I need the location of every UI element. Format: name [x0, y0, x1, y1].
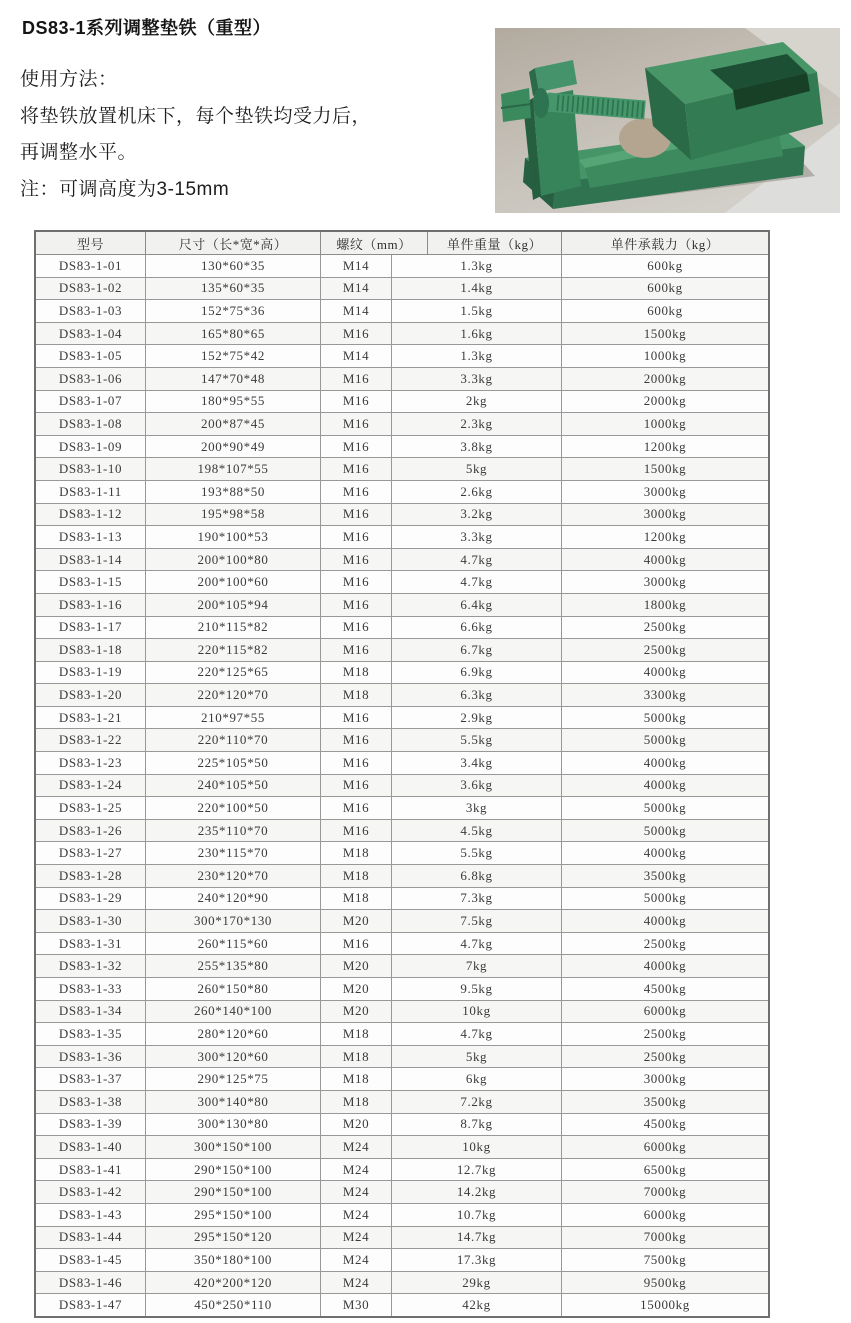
table-row — [36, 435, 768, 458]
cell-dimensions: 225*105*50 — [146, 752, 321, 774]
cell-load-capacity: 3000kg — [643, 506, 687, 522]
table-body — [36, 255, 768, 1316]
cell-model: DS83-1-20 — [36, 684, 146, 706]
cell-model: DS83-1-03 — [36, 300, 146, 322]
header-dimensions: 尺寸（长*宽*高） — [146, 232, 321, 254]
cell-thread: M20 — [321, 1114, 392, 1136]
table-row — [36, 480, 768, 503]
cell-model: DS83-1-14 — [36, 549, 146, 571]
cell-load-capacity: 600kg — [647, 280, 683, 296]
cell-thread: M14 — [321, 278, 392, 300]
cell-unit-weight: 2.9kg — [392, 707, 562, 729]
cell-dimensions: 152*75*42 — [146, 345, 321, 367]
cell-model: DS83-1-46 — [36, 1272, 146, 1294]
cell-load-capacity: 4000kg — [643, 913, 687, 929]
cell-dimensions: 200*100*80 — [146, 549, 321, 571]
cell-unit-weight: 3.3kg — [392, 526, 562, 548]
table-row — [36, 255, 768, 277]
cell-load-capacity: 6000kg — [643, 1003, 687, 1019]
cell-thread: M14 — [321, 345, 392, 367]
cell-thread: M20 — [321, 978, 392, 1000]
cell-thread: M24 — [321, 1204, 392, 1226]
cell-dimensions: 260*150*80 — [146, 978, 321, 1000]
instruction-line-3: 再调整水平。 — [20, 142, 138, 163]
cell-thread: M20 — [321, 1001, 392, 1023]
cell-load-capacity: 1500kg — [643, 461, 687, 477]
cell-load-capacity: 6500kg — [643, 1161, 687, 1177]
table-row — [36, 412, 768, 435]
table-row — [36, 593, 768, 616]
cell-model: DS83-1-37 — [36, 1068, 146, 1090]
usage-instructions — [20, 62, 371, 208]
cell-load-capacity: 6000kg — [643, 1206, 687, 1222]
cell-load-capacity: 5000kg — [643, 709, 687, 725]
cell-model: DS83-1-13 — [36, 526, 146, 548]
cell-dimensions: 450*250*110 — [146, 1294, 321, 1316]
cell-load-capacity: 5000kg — [643, 822, 687, 838]
cell-unit-weight: 10kg — [392, 1001, 562, 1023]
cell-model: DS83-1-08 — [36, 413, 146, 435]
cell-thread: M24 — [321, 1227, 392, 1249]
cell-thread: M24 — [321, 1136, 392, 1158]
cell-thread: M16 — [321, 729, 392, 751]
cell-dimensions: 220*110*70 — [146, 729, 321, 751]
cell-model: DS83-1-04 — [36, 323, 146, 345]
cell-model: DS83-1-12 — [36, 504, 146, 526]
cell-dimensions: 260*115*60 — [146, 933, 321, 955]
cell-load-capacity: 7000kg — [643, 1184, 687, 1200]
cell-model: DS83-1-27 — [36, 842, 146, 864]
cell-model: DS83-1-09 — [36, 436, 146, 458]
cell-model: DS83-1-23 — [36, 752, 146, 774]
cell-dimensions: 300*170*130 — [146, 910, 321, 932]
cell-dimensions: 290*150*100 — [146, 1159, 321, 1181]
cell-load-capacity: 4000kg — [643, 958, 687, 974]
cell-dimensions: 290*125*75 — [146, 1068, 321, 1090]
cell-load-capacity: 9500kg — [643, 1274, 687, 1290]
cell-model: DS83-1-38 — [36, 1091, 146, 1113]
cell-dimensions: 200*87*45 — [146, 413, 321, 435]
cell-load-capacity: 5000kg — [643, 800, 687, 816]
table-row — [36, 728, 768, 751]
instruction-line-2: 将垫铁放置机床下，每个垫铁均受力后， — [20, 105, 372, 127]
header-thread: 螺纹（mm） — [321, 232, 428, 254]
cell-model: DS83-1-31 — [36, 933, 146, 955]
cell-thread: M16 — [321, 368, 392, 390]
cell-thread: M16 — [321, 639, 392, 661]
cell-unit-weight: 2.6kg — [392, 481, 562, 503]
cell-thread: M16 — [321, 413, 392, 435]
cell-unit-weight: 17.3kg — [392, 1249, 562, 1271]
cell-dimensions: 240*105*50 — [146, 775, 321, 797]
cell-dimensions: 198*107*55 — [146, 458, 321, 480]
cell-thread: M16 — [321, 571, 392, 593]
cell-unit-weight: 7.5kg — [392, 910, 562, 932]
cell-model: DS83-1-47 — [36, 1294, 146, 1316]
cell-load-capacity: 1200kg — [643, 528, 687, 544]
cell-unit-weight: 6.7kg — [392, 639, 562, 661]
table-row — [36, 932, 768, 955]
cell-thread: M20 — [321, 955, 392, 977]
cell-model: DS83-1-06 — [36, 368, 146, 390]
cell-load-capacity: 5000kg — [643, 732, 687, 748]
cell-thread: M16 — [321, 458, 392, 480]
cell-thread: M16 — [321, 933, 392, 955]
cell-unit-weight: 3.4kg — [392, 752, 562, 774]
cell-dimensions: 152*75*36 — [146, 300, 321, 322]
cell-unit-weight: 4.7kg — [392, 549, 562, 571]
cell-load-capacity: 15000kg — [640, 1297, 690, 1313]
cell-dimensions: 280*120*60 — [146, 1023, 321, 1045]
cell-model: DS83-1-01 — [36, 255, 146, 277]
cell-model: DS83-1-25 — [36, 797, 146, 819]
cell-thread: M30 — [321, 1294, 392, 1316]
table-row — [36, 706, 768, 729]
cell-dimensions: 300*130*80 — [146, 1114, 321, 1136]
cell-model: DS83-1-16 — [36, 594, 146, 616]
cell-load-capacity: 4000kg — [643, 551, 687, 567]
cell-model: DS83-1-39 — [36, 1114, 146, 1136]
cell-thread: M16 — [321, 436, 392, 458]
table-row — [36, 1248, 768, 1271]
cell-dimensions: 210*97*55 — [146, 707, 321, 729]
cell-model: DS83-1-42 — [36, 1181, 146, 1203]
cell-thread: M18 — [321, 1046, 392, 1068]
cell-load-capacity: 1000kg — [643, 348, 687, 364]
cell-load-capacity: 2500kg — [643, 641, 687, 657]
cell-dimensions: 300*120*60 — [146, 1046, 321, 1068]
header-load-capacity: 单件承载力（kg） — [610, 236, 720, 252]
table-row — [36, 1271, 768, 1294]
cell-unit-weight: 3.3kg — [392, 368, 562, 390]
cell-unit-weight: 1.5kg — [392, 300, 562, 322]
cell-load-capacity: 1000kg — [643, 415, 687, 431]
cell-model: DS83-1-34 — [36, 1001, 146, 1023]
table-row — [36, 1180, 768, 1203]
cell-thread: M16 — [321, 481, 392, 503]
cell-unit-weight: 5.5kg — [392, 842, 562, 864]
cell-thread: M18 — [321, 662, 392, 684]
cell-thread: M16 — [321, 594, 392, 616]
cell-dimensions: 135*60*35 — [146, 278, 321, 300]
table-row — [36, 322, 768, 345]
header-unit-weight: 单件重量（kg） — [428, 232, 562, 254]
cell-dimensions: 260*140*100 — [146, 1001, 321, 1023]
table-row — [36, 1090, 768, 1113]
cell-unit-weight: 2.3kg — [392, 413, 562, 435]
cell-unit-weight: 6.9kg — [392, 662, 562, 684]
cell-thread: M16 — [321, 526, 392, 548]
cell-model: DS83-1-17 — [36, 617, 146, 639]
table-row — [36, 367, 768, 390]
cell-load-capacity: 2500kg — [643, 619, 687, 635]
cell-model: DS83-1-36 — [36, 1046, 146, 1068]
cell-thread: M18 — [321, 1068, 392, 1090]
table-row — [36, 1000, 768, 1023]
cell-unit-weight: 5kg — [392, 458, 562, 480]
cell-unit-weight: 6.6kg — [392, 617, 562, 639]
table-header-row — [36, 232, 768, 255]
jack-clamp-left — [523, 60, 581, 200]
table-row — [36, 887, 768, 910]
cell-load-capacity: 3000kg — [643, 1071, 687, 1087]
cell-model: DS83-1-32 — [36, 955, 146, 977]
table-row — [36, 954, 768, 977]
cell-unit-weight: 7.2kg — [392, 1091, 562, 1113]
cell-load-capacity: 1800kg — [643, 596, 687, 612]
cell-model: DS83-1-22 — [36, 729, 146, 751]
cell-unit-weight: 10.7kg — [392, 1204, 562, 1226]
table-row — [36, 616, 768, 639]
cell-unit-weight: 4.5kg — [392, 820, 562, 842]
cell-dimensions: 290*150*100 — [146, 1181, 321, 1203]
cell-load-capacity: 4500kg — [643, 1116, 687, 1132]
cell-model: DS83-1-29 — [36, 888, 146, 910]
cell-load-capacity: 7500kg — [643, 1251, 687, 1267]
cell-thread: M18 — [321, 865, 392, 887]
cell-dimensions: 210*115*82 — [146, 617, 321, 639]
table-row — [36, 796, 768, 819]
cell-unit-weight: 4.7kg — [392, 1023, 562, 1045]
cell-model: DS83-1-24 — [36, 775, 146, 797]
cell-thread: M16 — [321, 549, 392, 571]
cell-unit-weight: 5.5kg — [392, 729, 562, 751]
cell-unit-weight: 8.7kg — [392, 1114, 562, 1136]
cell-dimensions: 130*60*35 — [146, 255, 321, 277]
cell-unit-weight: 2kg — [392, 391, 562, 413]
page-title: DS83-1系列调整垫铁（重型） — [22, 18, 272, 38]
cell-load-capacity: 4000kg — [643, 664, 687, 680]
cell-unit-weight: 6.8kg — [392, 865, 562, 887]
cell-thread: M18 — [321, 888, 392, 910]
cell-model: DS83-1-10 — [36, 458, 146, 480]
cell-thread: M18 — [321, 1023, 392, 1045]
table-row — [36, 1135, 768, 1158]
cell-load-capacity: 1200kg — [643, 438, 687, 454]
cell-unit-weight: 7kg — [392, 955, 562, 977]
cell-model: DS83-1-45 — [36, 1249, 146, 1271]
cell-load-capacity: 3500kg — [643, 867, 687, 883]
cell-unit-weight: 3.8kg — [392, 436, 562, 458]
cell-unit-weight: 10kg — [392, 1136, 562, 1158]
table-row — [36, 864, 768, 887]
cell-unit-weight: 1.4kg — [392, 278, 562, 300]
table-row — [36, 390, 768, 413]
cell-load-capacity: 4000kg — [643, 754, 687, 770]
table-row — [36, 525, 768, 548]
cell-dimensions: 350*180*100 — [146, 1249, 321, 1271]
cell-load-capacity: 4000kg — [643, 777, 687, 793]
cell-load-capacity: 6000kg — [643, 1138, 687, 1154]
cell-model: DS83-1-19 — [36, 662, 146, 684]
cell-load-capacity: 2000kg — [643, 393, 687, 409]
cell-dimensions: 235*110*70 — [146, 820, 321, 842]
cell-unit-weight: 42kg — [392, 1294, 562, 1316]
cell-unit-weight: 14.2kg — [392, 1181, 562, 1203]
cell-dimensions: 165*80*65 — [146, 323, 321, 345]
cell-unit-weight: 5kg — [392, 1046, 562, 1068]
table-row — [36, 344, 768, 367]
cell-load-capacity: 2500kg — [643, 1025, 687, 1041]
cell-unit-weight: 29kg — [392, 1272, 562, 1294]
table-row — [36, 1226, 768, 1249]
cell-dimensions: 147*70*48 — [146, 368, 321, 390]
table-row — [36, 570, 768, 593]
leveling-pad-illustration — [495, 28, 840, 213]
cell-thread: M16 — [321, 752, 392, 774]
cell-model: DS83-1-30 — [36, 910, 146, 932]
cell-thread: M16 — [321, 504, 392, 526]
cell-unit-weight: 12.7kg — [392, 1159, 562, 1181]
cell-model: DS83-1-26 — [36, 820, 146, 842]
cell-load-capacity: 600kg — [647, 302, 683, 318]
cell-thread: M20 — [321, 910, 392, 932]
table-row — [36, 661, 768, 684]
cell-load-capacity: 1500kg — [643, 325, 687, 341]
table-row — [36, 1067, 768, 1090]
cell-dimensions: 295*150*120 — [146, 1227, 321, 1249]
table-row — [36, 819, 768, 842]
cell-thread: M18 — [321, 684, 392, 706]
cell-dimensions: 240*120*90 — [146, 888, 321, 910]
table-row — [36, 638, 768, 661]
product-photo — [495, 28, 840, 213]
cell-model: DS83-1-41 — [36, 1159, 146, 1181]
cell-dimensions: 295*150*100 — [146, 1204, 321, 1226]
cell-load-capacity: 3300kg — [643, 687, 687, 703]
cell-thread: M14 — [321, 255, 392, 277]
cell-dimensions: 255*135*80 — [146, 955, 321, 977]
table-row — [36, 457, 768, 480]
cell-unit-weight: 1.3kg — [392, 255, 562, 277]
header-model: 型号 — [36, 232, 146, 254]
cell-dimensions: 230*115*70 — [146, 842, 321, 864]
cell-model: DS83-1-28 — [36, 865, 146, 887]
cell-unit-weight: 4.7kg — [392, 933, 562, 955]
table-row — [36, 774, 768, 797]
table-row — [36, 299, 768, 322]
table-row — [36, 909, 768, 932]
cell-model: DS83-1-40 — [36, 1136, 146, 1158]
cell-unit-weight: 3.2kg — [392, 504, 562, 526]
cell-load-capacity: 2000kg — [643, 370, 687, 386]
cell-dimensions: 200*100*60 — [146, 571, 321, 593]
cell-thread: M24 — [321, 1249, 392, 1271]
cell-load-capacity: 3500kg — [643, 1093, 687, 1109]
cell-model: DS83-1-33 — [36, 978, 146, 1000]
cell-thread: M24 — [321, 1159, 392, 1181]
cell-dimensions: 220*100*50 — [146, 797, 321, 819]
cell-dimensions: 195*98*58 — [146, 504, 321, 526]
cell-dimensions: 180*95*55 — [146, 391, 321, 413]
cell-dimensions: 420*200*120 — [146, 1272, 321, 1294]
cell-unit-weight: 7.3kg — [392, 888, 562, 910]
cell-load-capacity: 5000kg — [643, 890, 687, 906]
cell-unit-weight: 6.3kg — [392, 684, 562, 706]
cell-dimensions: 200*90*49 — [146, 436, 321, 458]
cell-load-capacity: 4000kg — [643, 845, 687, 861]
cell-thread: M14 — [321, 300, 392, 322]
cell-load-capacity: 7000kg — [643, 1229, 687, 1245]
cell-dimensions: 193*88*50 — [146, 481, 321, 503]
cell-load-capacity: 2500kg — [643, 935, 687, 951]
cell-unit-weight: 4.7kg — [392, 571, 562, 593]
table-row — [36, 751, 768, 774]
cell-load-capacity: 4500kg — [643, 980, 687, 996]
cell-thread: M16 — [321, 617, 392, 639]
cell-thread: M16 — [321, 820, 392, 842]
cell-model: DS83-1-18 — [36, 639, 146, 661]
cell-unit-weight: 6kg — [392, 1068, 562, 1090]
table-row — [36, 1022, 768, 1045]
cell-model: DS83-1-15 — [36, 571, 146, 593]
cell-thread: M18 — [321, 1091, 392, 1113]
cell-thread: M16 — [321, 707, 392, 729]
cell-thread: M16 — [321, 391, 392, 413]
cell-dimensions: 300*140*80 — [146, 1091, 321, 1113]
cell-dimensions: 300*150*100 — [146, 1136, 321, 1158]
cell-model: DS83-1-07 — [36, 391, 146, 413]
table-row — [36, 1045, 768, 1068]
cell-load-capacity: 3000kg — [643, 574, 687, 590]
cell-unit-weight: 1.3kg — [392, 345, 562, 367]
cell-model: DS83-1-05 — [36, 345, 146, 367]
table-row — [36, 841, 768, 864]
table-row — [36, 1203, 768, 1226]
table-row — [36, 1293, 768, 1316]
cell-model: DS83-1-21 — [36, 707, 146, 729]
table-row — [36, 683, 768, 706]
cell-thread: M16 — [321, 775, 392, 797]
cell-thread: M18 — [321, 842, 392, 864]
cell-dimensions: 220*125*65 — [146, 662, 321, 684]
cell-dimensions: 220*120*70 — [146, 684, 321, 706]
cell-unit-weight: 9.5kg — [392, 978, 562, 1000]
cell-unit-weight: 3.6kg — [392, 775, 562, 797]
cell-dimensions: 230*120*70 — [146, 865, 321, 887]
cell-thread: M16 — [321, 323, 392, 345]
cell-model: DS83-1-43 — [36, 1204, 146, 1226]
cell-thread: M16 — [321, 797, 392, 819]
cell-model: DS83-1-11 — [36, 481, 146, 503]
table-row — [36, 1113, 768, 1136]
cell-model: DS83-1-35 — [36, 1023, 146, 1045]
cell-model: DS83-1-02 — [36, 278, 146, 300]
table-row — [36, 977, 768, 1000]
instruction-line-1: 使用方法： — [20, 69, 118, 90]
cell-load-capacity: 2500kg — [643, 1048, 687, 1064]
cell-thread: M24 — [321, 1181, 392, 1203]
cell-unit-weight: 14.7kg — [392, 1227, 562, 1249]
cell-unit-weight: 1.6kg — [392, 323, 562, 345]
cell-dimensions: 190*100*53 — [146, 526, 321, 548]
table-row — [36, 1158, 768, 1181]
cell-load-capacity: 600kg — [647, 257, 683, 273]
cell-dimensions: 200*105*94 — [146, 594, 321, 616]
cell-thread: M24 — [321, 1272, 392, 1294]
table-row — [36, 548, 768, 571]
cell-unit-weight: 3kg — [392, 797, 562, 819]
cell-dimensions: 220*115*82 — [146, 639, 321, 661]
cell-model: DS83-1-44 — [36, 1227, 146, 1249]
table-row — [36, 503, 768, 526]
instruction-line-4: 注：可调高度为3-15mm — [20, 178, 230, 200]
cell-load-capacity: 3000kg — [643, 483, 687, 499]
table-row — [36, 277, 768, 300]
spec-table — [34, 230, 770, 1318]
cell-unit-weight: 6.4kg — [392, 594, 562, 616]
